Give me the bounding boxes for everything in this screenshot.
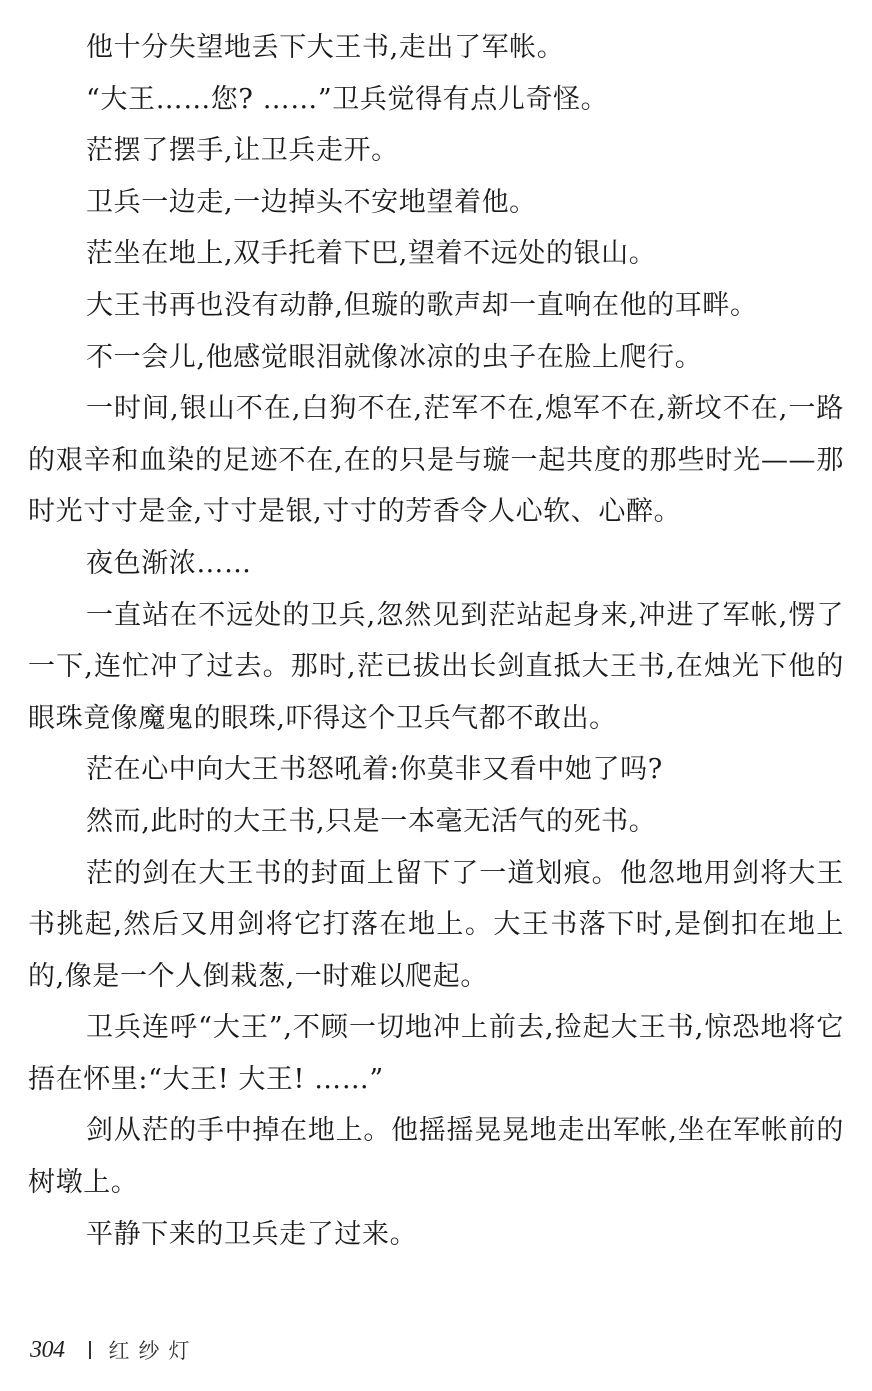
paragraph: 茫在心中向大王书怒吼着:你莫非又看中她了吗? [86, 754, 663, 786]
paragraph: 一直站在不远处的卫兵,忽然见到茫站起身来,冲进了军帐,愣了一下,连忙冲了过去。那时,茫已拔出长剑直抵大王书,在烛光下他的眼珠竟像魔鬼的眼珠,吓得这个卫兵气都不敢出。 [28, 599, 844, 734]
paragraph: 他十分失望地丢下大王书,走出了军帐。 [86, 32, 565, 63]
paragraph: 剑从茫的手中掉在地上。他摇摇晃晃地走出军帐,坐在军帐前的树墩上。 [28, 1115, 844, 1199]
page-footer [30, 1334, 199, 1366]
page-body [28, 22, 844, 1260]
paragraph: 大王书再也没有动静,但璇的歌声却一直响在他的耳畔。 [86, 289, 758, 321]
footer-divider [89, 1341, 91, 1359]
paragraph: 平静下来的卫兵走了过来。 [86, 1218, 418, 1250]
paragraph: 然而,此时的大王书,只是一本毫无活气的死书。 [86, 805, 657, 837]
paragraph: 夜色渐浓…… [86, 547, 252, 579]
page-number: 304 [30, 1336, 65, 1363]
paragraph: 一时间,银山不在,白狗不在,茫军不在,熄军不在,新坟不在,一路的艰辛和血染的足迹不在,在的只是与璇一起共度的那些时光——那时光寸寸是金,寸寸是银,寸寸的芳香令人心软、心醉。 [28, 393, 844, 528]
paragraph: “大王……您? ……”卫兵觉得有点儿奇怪。 [86, 83, 609, 115]
paragraph: 茫坐在地上,双手托着下巴,望着不远处的银山。 [86, 238, 657, 270]
paragraph: 卫兵连呼“大王”,不顾一切地冲上前去,捡起大王书,惊恐地将它捂在怀里:“大王! 大王! ……” [28, 1012, 844, 1095]
paragraph: 卫兵一边走,一边掉头不安地望着他。 [86, 186, 537, 218]
paragraph: 不一会儿,他感觉眼泪就像冰凉的虫子在脸上爬行。 [86, 341, 703, 373]
book-title: 红纱灯 [108, 1339, 199, 1363]
paragraph: 茫摆了摆手,让卫兵走开。 [86, 135, 399, 167]
paragraph: 茫的剑在大王书的封面上留下了一道划痕。他忽地用剑将大王书挑起,然后又用剑将它打落在地上。大王书落下时,是倒扣在地上的,像是一个人倒栽葱,一时难以爬起。 [28, 857, 844, 992]
